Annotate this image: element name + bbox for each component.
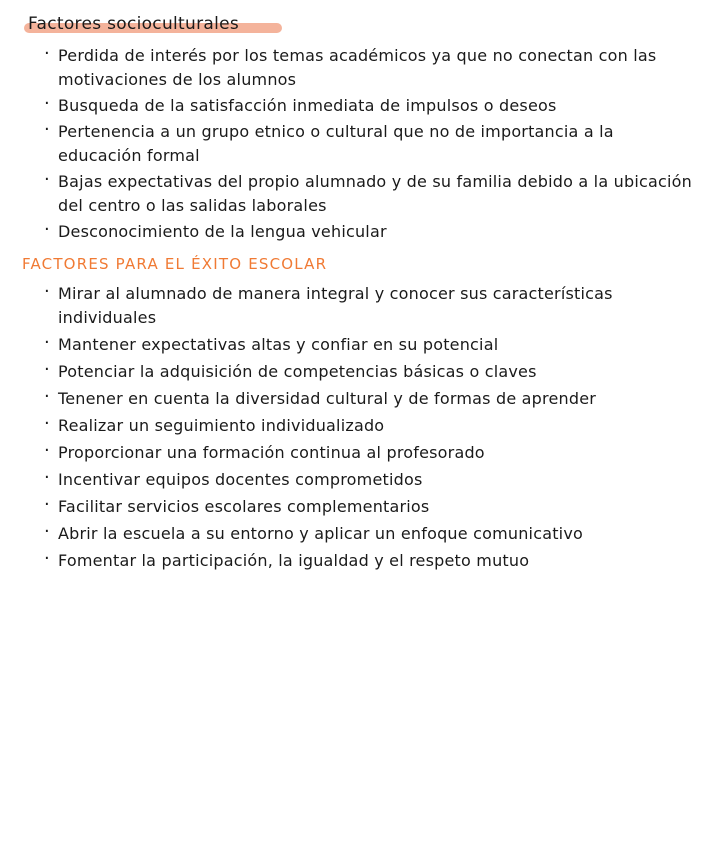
section-title-socioculturales — [28, 14, 239, 34]
list-item: · Bajas expectativas del propio alumnado y de su familia debido a la ubicación del centro o las salidas laborales — [42, 170, 692, 218]
list-item: · Fomentar la participación, la igualdad y el respeto mutuo — [42, 549, 692, 573]
success-factors-list — [42, 282, 692, 576]
list-item: · Pertenencia a un grupo etnico o cultural que no de importancia a la educación formal — [42, 120, 692, 168]
list-item: · Busqueda de la satisfacción inmediata de impulsos o deseos — [42, 94, 692, 118]
list-item: · Tenener en cuenta la diversidad cultural y de formas de aprender — [42, 387, 692, 411]
list-item: · Desconocimiento de la lengua vehicular — [42, 220, 692, 244]
list-item: · Facilitar servicios escolares complementarios — [42, 495, 692, 519]
list-item: · Perdida de interés por los temas académicos ya que no conectan con las motivaciones de los alumnos — [42, 44, 692, 92]
list-item: · Realizar un seguimiento individualizado — [42, 414, 692, 438]
list-item: · Potenciar la adquisición de competencias básicas o claves — [42, 360, 692, 384]
list-item: · Abrir la escuela a su entorno y aplicar un enfoque comunicativo — [42, 522, 692, 546]
list-item: · Mantener expectativas altas y confiar en su potencial — [42, 333, 692, 357]
list-item: · Incentivar equipos docentes comprometidos — [42, 468, 692, 492]
section-title-text: Factores socioculturales — [28, 14, 240, 34]
list-item: · Proporcionar una formación continua al profesorado — [42, 441, 692, 465]
sociocultural-factors-list — [42, 44, 692, 246]
section-title-exito-escolar: FACTORES PARA EL ÉXITO ESCOLAR — [22, 255, 328, 273]
list-item: · Mirar al alumnado de manera integral y conocer sus características individuales — [42, 282, 692, 330]
